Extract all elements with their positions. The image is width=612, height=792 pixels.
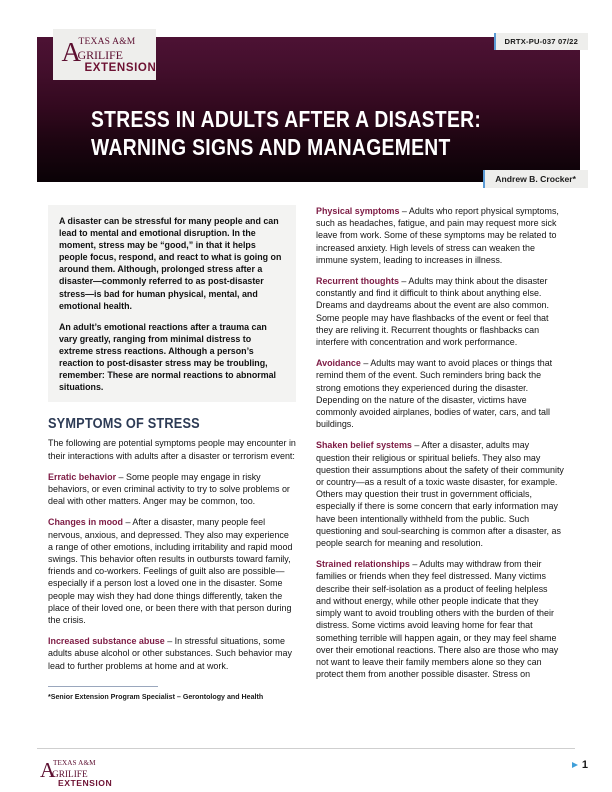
page-number	[572, 759, 588, 771]
symptom-item	[48, 471, 296, 508]
page-title-line-1: STRESS IN ADULTS AFTER A DISASTER:	[91, 106, 482, 132]
symptom-item	[316, 275, 564, 348]
symptom-item	[316, 357, 564, 430]
symptom-text: – In stressful situations, some adults abuse alcohol or other substances. Such behavior may lead to further problems at home and at work.	[48, 636, 292, 671]
logo-agrilife-text	[78, 47, 123, 63]
footer-logo-texas-am-text: TEXAS A&M	[53, 759, 96, 767]
footer-logo-agrilife-life: LIFE	[68, 770, 88, 780]
footnote-text: *Senior Extension Program Specialist – Gerontology and Health	[48, 692, 264, 701]
logo-agrilife-life: LIFE	[97, 47, 123, 62]
left-column	[48, 205, 296, 735]
symptom-term: Recurrent thoughts	[316, 276, 399, 287]
intro-paragraph: A disaster can be stressful for many people and can lead to mental and emotional disruption. In the moment, stress may be “good,” in that it helps people focus, respond, and react to what is going on around them. Although, prolonged stress after a disaster—commonly referred to as post-disaster stress—is bad for human physical, mental, and emotional health.	[59, 216, 282, 311]
symptom-text: – After a disaster, adults may question their religious or spiritual beliefs. They also may question their assumptions about the safety of their community or country—as a result of a toxic waste disaster, for example. Others may question their trust in government officials, especially if there is some concern that early information may have been intentionally withheld from the public. Such questioning and soul-searching is common after a disaster, as people search for meaning and resolution.	[316, 440, 564, 549]
agrilife-logo-mark	[61, 34, 157, 76]
symptom-term: Erratic behavior	[48, 471, 117, 482]
author-byline: Andrew B. Crocker*	[483, 170, 588, 188]
symptom-item	[48, 516, 296, 626]
symptom-term: Avoidance	[316, 358, 361, 369]
logo-extension-text: EXTENSION	[84, 61, 157, 74]
intro-paragraph: An adult’s emotional reactions after a trauma can vary greatly, ranging from minimal distress to extreme stress reactions. Although a person’s reaction to post-disaster stress may be troubling, remember: These are normal reactions to abnormal situations.	[59, 321, 277, 393]
symptom-term: Shaken belief systems	[316, 440, 412, 451]
body-columns	[48, 205, 564, 735]
footer-logo-letter-a: A	[40, 758, 56, 782]
section-heading-symptoms: SYMPTOMS OF STRESS	[48, 416, 200, 433]
intro-box	[48, 205, 296, 402]
footer-divider	[37, 748, 575, 749]
symptom-term: Physical symptoms	[316, 206, 400, 216]
agrilife-logo-header	[53, 29, 156, 80]
symptom-text: – After a disaster, many people feel nervous, anxious, and depressed. They also may experience a range of other emotions, including irritability and rapid mood swings. This behavior often results in outbursts toward family, friends and co-workers. Feelings of guilt also are possible—especially if a person lost a loved one in the disaster. Some people may wish they had done things differently, taken the place of their loved one, or been there with that person during the crisis.	[48, 517, 293, 625]
agrilife-logo-footer	[40, 757, 116, 787]
page-title-line-2: WARNING SIGNS AND MANAGEMENT	[91, 134, 451, 160]
section-lead-paragraph: The following are potential symptoms people may encounter in their interactions with adults after a disaster or terrorism event:	[48, 438, 296, 461]
symptom-item	[316, 205, 564, 266]
logo-texas-am-text: TEXAS A&M	[78, 36, 136, 47]
footer-logo-agrilife-gri: GRI	[52, 770, 69, 780]
symptom-text: – Adults may want to avoid places or things that remind them of the event. Such reminders bring back the strong emotions they experienced during the disaster. Depending on the nature of the disaster, victims have commonly avoided airplanes, bodies of water, cars, and tall buildings.	[316, 358, 553, 430]
logo-letter-a: A	[61, 36, 81, 67]
document-code-badge: DRTX-PU-037 07/22	[494, 33, 588, 50]
logo-agrilife-gri: GRI	[77, 47, 98, 62]
symptom-text: – Adults may withdraw from their families or friends when they feel distressed. Many victims describe their self-isolation as a product of feeling helpless and without energy, while other people indicate that they simply want to avoid troubling others with the burden of their distress. Some victims avoid leaving home for fear that something terrible will happen again, or they may feel shame over their emotional reactions. There also are those who may not want to leave their family members alone so they can protect them from another possible disaster. Stress on	[316, 559, 559, 680]
symptom-text: – Some people may engage in risky behaviors, or even criminal activity to try to solve problems or deal with other matters. Anger may be common, too.	[48, 471, 290, 507]
symptom-item	[316, 439, 564, 549]
symptom-item	[316, 558, 564, 680]
footer-logo-extension-text: EXTENSION	[58, 778, 113, 788]
symptom-text: – Adults may think about the disaster constantly and find it difficult to think about anything else. Dreams and daydreams about the event are also common. Some people may have flashbacks of the event or feel that they are reliving it. Recurrent thoughts or flashbacks can interfere with concentration and work performance.	[316, 276, 549, 348]
symptom-term: Strained relationships	[316, 559, 410, 570]
page-number-value: 1	[581, 759, 588, 771]
page-title	[91, 105, 501, 161]
symptom-term: Increased substance abuse	[48, 636, 165, 647]
triangle-right-icon	[572, 762, 578, 768]
right-column	[316, 205, 564, 735]
symptom-text: – Adults who report physical symptoms, such as headaches, fatigue, and pain may request more sick leave from work. Some of these symptoms may be related to increased anxiety. High levels of stress can weaken the immune system, leading to increases in illness.	[316, 206, 559, 265]
footnote-divider	[48, 686, 158, 687]
symptom-term: Changes in mood	[48, 517, 123, 528]
symptom-item	[48, 635, 296, 672]
